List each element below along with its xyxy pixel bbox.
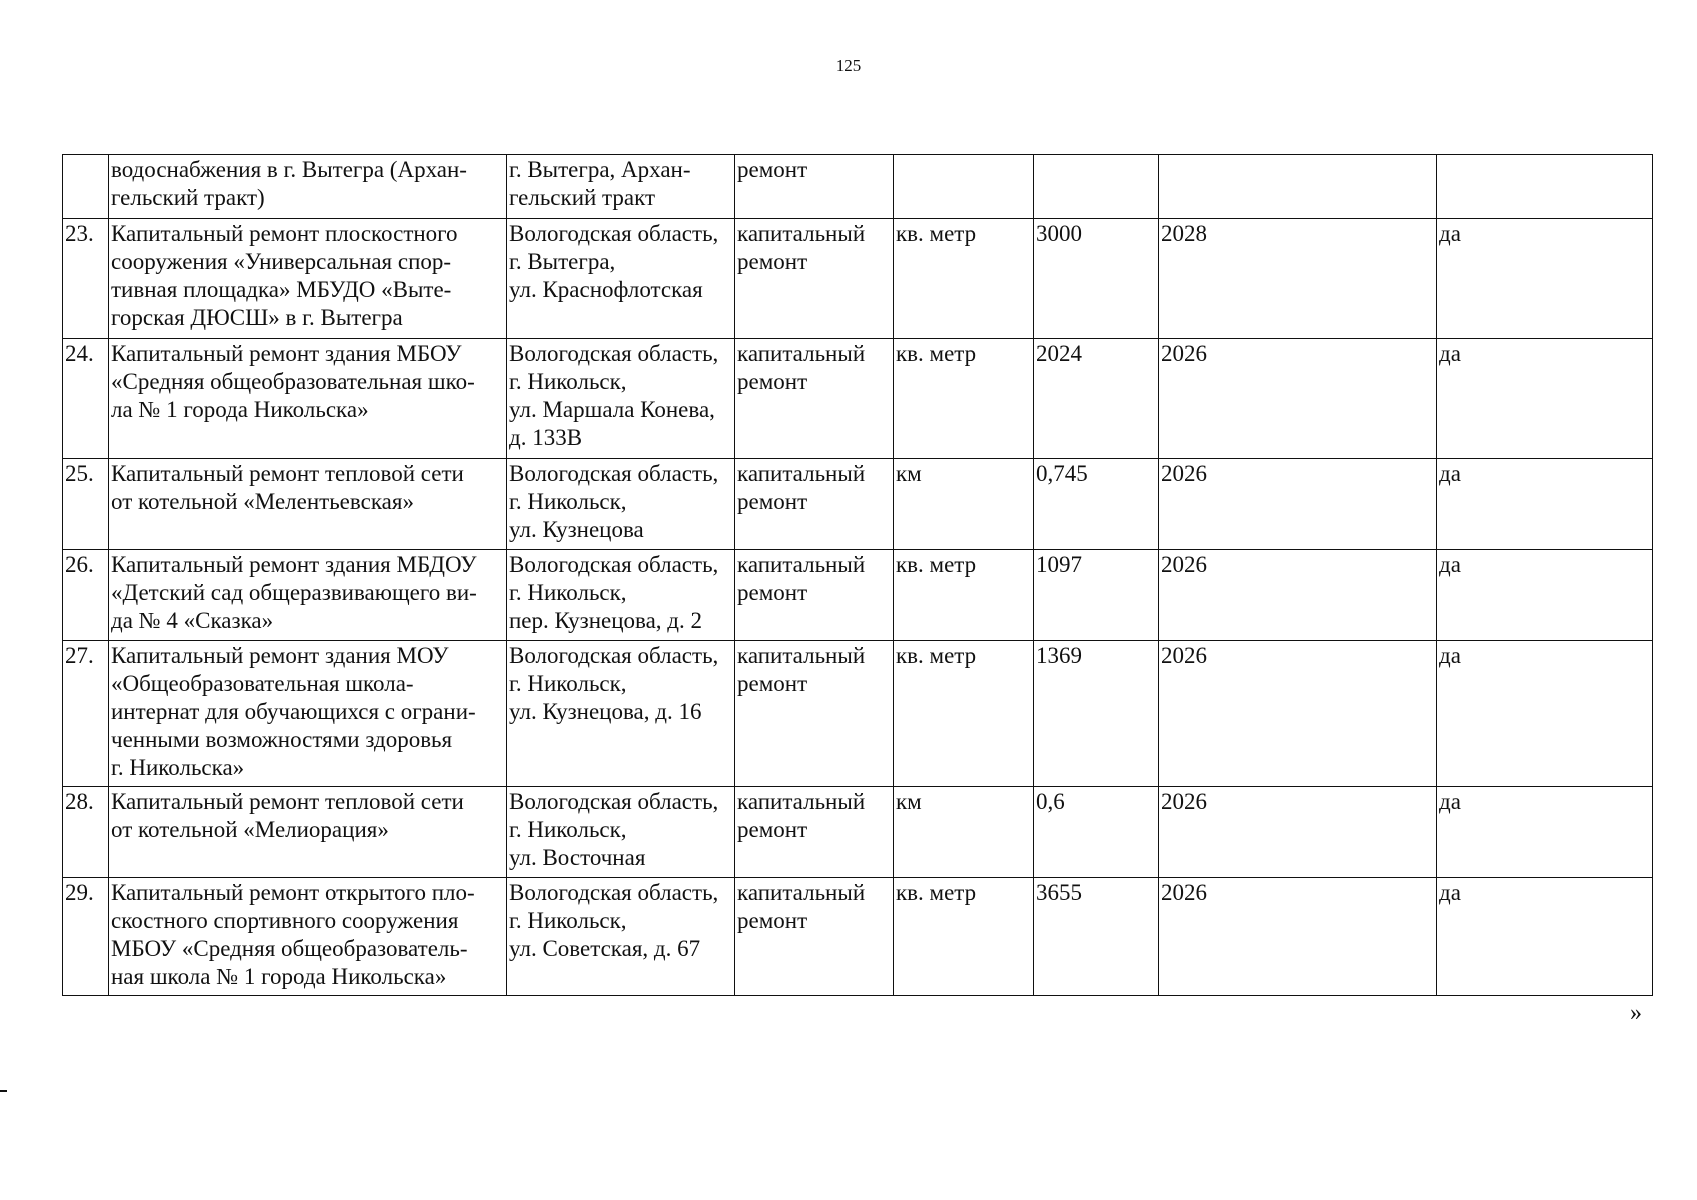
object-address: Вологодская область, г. Никольск, ул. Восточная bbox=[507, 787, 735, 878]
object-address: Вологодская область, г. Вытегра, ул. Краснофлотская bbox=[507, 219, 735, 339]
quantity: 1369 bbox=[1034, 641, 1159, 787]
work-type: капитальный ремонт bbox=[735, 459, 894, 550]
object-name: Капитальный ремонт здания МБДОУ «Детский сад общеразвивающего ви- да № 4 «Сказка» bbox=[109, 550, 507, 641]
page-number: 125 bbox=[835, 56, 862, 75]
object-address: Вологодская область, г. Никольск, ул. Советская, д. 67 bbox=[507, 878, 735, 996]
unit-of-measure: кв. метр bbox=[894, 878, 1034, 996]
row-number: 29. bbox=[63, 878, 109, 996]
row-number: 28. bbox=[63, 787, 109, 878]
work-type: капитальный ремонт bbox=[735, 878, 894, 996]
row-number: 25. bbox=[63, 459, 109, 550]
unit-of-measure: кв. метр bbox=[894, 339, 1034, 459]
work-type: капитальный ремонт bbox=[735, 787, 894, 878]
quantity: 3655 bbox=[1034, 878, 1159, 996]
inclusion-flag: да bbox=[1437, 339, 1653, 459]
inclusion-flag: да bbox=[1437, 878, 1653, 996]
row-number: 27. bbox=[63, 641, 109, 787]
row-number: 24. bbox=[63, 339, 109, 459]
object-name: Капитальный ремонт открытого пло- скостного спортивного сооружения МБОУ «Средняя общеобразователь- ная школа № 1 города Никольска» bbox=[109, 878, 507, 996]
table-row bbox=[63, 459, 1653, 550]
object-name: Капитальный ремонт плоскостного сооружения «Универсальная спор- тивная площадка» МБУДО «Выте- горская ДЮСШ» в г. Вытегра bbox=[109, 219, 507, 339]
quantity bbox=[1034, 155, 1159, 219]
completion-year: 2026 bbox=[1159, 787, 1437, 878]
object-name: водоснабжения в г. Вытегра (Архан- гельский тракт) bbox=[109, 155, 507, 219]
table-row bbox=[63, 787, 1653, 878]
inclusion-flag: да bbox=[1437, 641, 1653, 787]
object-name: Капитальный ремонт тепловой сети от котельной «Мелиорация» bbox=[109, 787, 507, 878]
completion-year: 2026 bbox=[1159, 641, 1437, 787]
quantity: 1097 bbox=[1034, 550, 1159, 641]
completion-year: 2026 bbox=[1159, 550, 1437, 641]
completion-year: 2028 bbox=[1159, 219, 1437, 339]
completion-year: 2026 bbox=[1159, 459, 1437, 550]
row-number: 23. bbox=[63, 219, 109, 339]
completion-year bbox=[1159, 155, 1437, 219]
inclusion-flag: да bbox=[1437, 550, 1653, 641]
unit-of-measure: км bbox=[894, 459, 1034, 550]
object-list-table bbox=[62, 154, 1653, 996]
work-type: капитальный ремонт bbox=[735, 550, 894, 641]
unit-of-measure: км bbox=[894, 787, 1034, 878]
quantity: 2024 bbox=[1034, 339, 1159, 459]
completion-year: 2026 bbox=[1159, 878, 1437, 996]
inclusion-flag: да bbox=[1437, 459, 1653, 550]
table-row bbox=[63, 219, 1653, 339]
quantity: 0,745 bbox=[1034, 459, 1159, 550]
table-row bbox=[63, 641, 1653, 787]
quantity: 0,6 bbox=[1034, 787, 1159, 878]
object-address: Вологодская область, г. Никольск, пер. Кузнецова, д. 2 bbox=[507, 550, 735, 641]
work-type: капитальный ремонт bbox=[735, 339, 894, 459]
table-row bbox=[63, 878, 1653, 996]
object-name: Капитальный ремонт здания МОУ «Общеобразовательная школа- интернат для обучающихся с ограни- ченными возможностями здоровья г. Никольска» bbox=[109, 641, 507, 787]
object-address: г. Вытегра, Архан- гельский тракт bbox=[507, 155, 735, 219]
inclusion-flag bbox=[1437, 155, 1653, 219]
completion-year: 2026 bbox=[1159, 339, 1437, 459]
table-row bbox=[63, 155, 1653, 219]
object-name: Капитальный ремонт тепловой сети от котельной «Мелентьевская» bbox=[109, 459, 507, 550]
unit-of-measure: кв. метр bbox=[894, 550, 1034, 641]
row-number: 26. bbox=[63, 550, 109, 641]
object-address: Вологодская область, г. Никольск, ул. Маршала Конева, д. 133В bbox=[507, 339, 735, 459]
work-type: капитальный ремонт bbox=[735, 219, 894, 339]
object-address: Вологодская область, г. Никольск, ул. Кузнецова, д. 16 bbox=[507, 641, 735, 787]
unit-of-measure bbox=[894, 155, 1034, 219]
unit-of-measure: кв. метр bbox=[894, 219, 1034, 339]
table-row bbox=[63, 339, 1653, 459]
row-number bbox=[63, 155, 109, 219]
unit-of-measure: кв. метр bbox=[894, 641, 1034, 787]
inclusion-flag: да bbox=[1437, 219, 1653, 339]
work-type: ремонт bbox=[735, 155, 894, 219]
work-type: капитальный ремонт bbox=[735, 641, 894, 787]
margin-mark bbox=[0, 1090, 7, 1092]
closing-quote: » bbox=[1630, 1000, 1642, 1026]
quantity: 3000 bbox=[1034, 219, 1159, 339]
object-address: Вологодская область, г. Никольск, ул. Кузнецова bbox=[507, 459, 735, 550]
object-name: Капитальный ремонт здания МБОУ «Средняя общеобразовательная шко- ла № 1 города Никольска» bbox=[109, 339, 507, 459]
table-row bbox=[63, 550, 1653, 641]
inclusion-flag: да bbox=[1437, 787, 1653, 878]
